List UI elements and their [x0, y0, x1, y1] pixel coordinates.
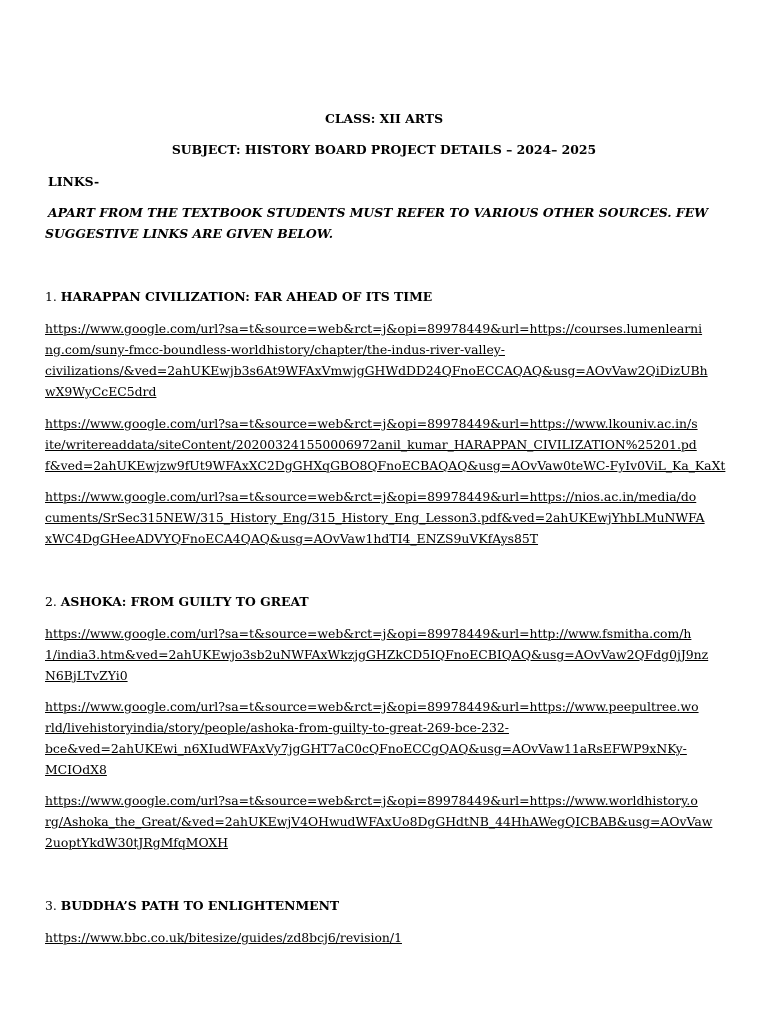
link-text[interactable]: https://www.google.com/url?sa=t&source=web&rct=j&opi=89978449&url=http://www.fsmitha.com/h [45, 626, 692, 641]
section-number: 2. [45, 594, 57, 609]
subject-heading: SUBJECT: HISTORY BOARD PROJECT DETAILS – 2024– 2025 [171, 142, 597, 157]
section-heading-ashoka [45, 591, 723, 612]
link-text[interactable]: xWC4DgGHeeADVYQFnoECA4QAQ&usg=AOvVaw1hdTI4_ENZS9uVKfAys85T [45, 531, 539, 546]
link-text[interactable]: N6BjLTvZYi0 [45, 668, 128, 683]
section-number: 1. [45, 289, 57, 304]
section-link[interactable] [45, 790, 723, 853]
link-text[interactable]: MCIOdX8 [45, 762, 107, 777]
link-text[interactable]: https://www.google.com/url?sa=t&source=web&rct=j&opi=89978449&url=https://www.peepultree.wo [45, 699, 699, 714]
section-title: ASHOKA: FROM GUILTY TO GREAT [60, 594, 309, 609]
link-text[interactable]: https://www.google.com/url?sa=t&source=web&rct=j&opi=89978449&url=https://nios.ac.in/media/do [45, 489, 697, 504]
section-link[interactable] [45, 486, 723, 549]
link-text[interactable]: cuments/SrSec315NEW/315_History_Eng/315_History_Eng_Lesson3.pdf&ved=2ahUKEwjYhbLMuNWFA [45, 510, 705, 525]
link-text[interactable]: ng.com/suny-fmcc-boundless-worldhistory/chapter/the-indus-river-valley- [45, 342, 505, 357]
note-line-1: APART FROM THE TEXTBOOK STUDENTS MUST REFER TO VARIOUS OTHER SOURCES. FEW [48, 205, 709, 220]
class-heading: CLASS: XII ARTS [324, 111, 444, 126]
section-heading-buddha [45, 895, 723, 916]
link-text[interactable]: civilizations/&ved=2ahUKEwjb3s6At9WFAxVmwjgGHWdDD24QFnoECCAQAQ&usg=AOvVaw2QiDizUBh [45, 363, 708, 378]
link-text[interactable]: wX9WyCcEC5drd [45, 384, 157, 399]
section-link[interactable] [45, 623, 723, 686]
link-text[interactable]: https://www.google.com/url?sa=t&source=web&rct=j&opi=89978449&url=https://courses.lumenlearni [45, 321, 703, 336]
link-text[interactable]: https://www.bbc.co.uk/bitesize/guides/zd8bcj6/revision/1 [45, 930, 402, 945]
link-text[interactable]: https://www.google.com/url?sa=t&source=web&rct=j&opi=89978449&url=https://www.worldhistory.o [45, 793, 698, 808]
link-text[interactable]: 1/india3.htm&ved=2ahUKEwjo3sb2uNWFAxWkzjgGHZkCD5IQFnoECBIQAQ&usg=AOvVaw2QFdg0jJ9nz [45, 647, 709, 662]
section-link[interactable] [45, 927, 723, 948]
note-line-2: SUGGESTIVE LINKS ARE GIVEN BELOW. [45, 226, 334, 241]
link-text[interactable]: bce&ved=2ahUKEwi_n6XIudWFAxVy7jgGHT7aC0cQFnoECCgQAQ&usg=AOvVaw11aRsEFWP9xNKy- [45, 741, 687, 756]
link-text[interactable]: ite/writereaddata/siteContent/202003241550006972anil_kumar_HARAPPAN_CIVILIZATION%25201.pd [45, 437, 697, 452]
section-title: BUDDHA’S PATH TO ENLIGHTENMENT [60, 898, 340, 913]
links-label: LINKS- [48, 174, 100, 189]
section-link[interactable] [45, 318, 723, 402]
section-number: 3. [45, 898, 57, 913]
section-link[interactable] [45, 696, 723, 780]
link-text[interactable]: f&ved=2ahUKEwjzw9fUt9WFAxXC2DgGHXqGBO8QFnoECBAQAQ&usg=AOvVaw0teWC-FyIv0ViL_Ka_KaXt [45, 458, 726, 473]
section-title: HARAPPAN CIVILIZATION: FAR AHEAD OF ITS TIME [60, 289, 433, 304]
link-text[interactable]: rld/livehistoryindia/story/people/ashoka-from-guilty-to-great-269-bce-232- [45, 720, 509, 735]
link-text[interactable]: 2uoptYkdW30tJRgMfqMOXH [45, 835, 229, 850]
link-text[interactable]: rg/Ashoka_the_Great/&ved=2ahUKEwjV4OHwudWFAxUo8DgGHdtNB_44HhAWegQICBAB&usg=AOvVaw [45, 814, 713, 829]
link-text[interactable]: https://www.google.com/url?sa=t&source=web&rct=j&opi=89978449&url=https://www.lkouniv.ac.in/s [45, 416, 698, 431]
section-heading-harappan [45, 286, 723, 307]
section-link[interactable] [45, 413, 726, 476]
